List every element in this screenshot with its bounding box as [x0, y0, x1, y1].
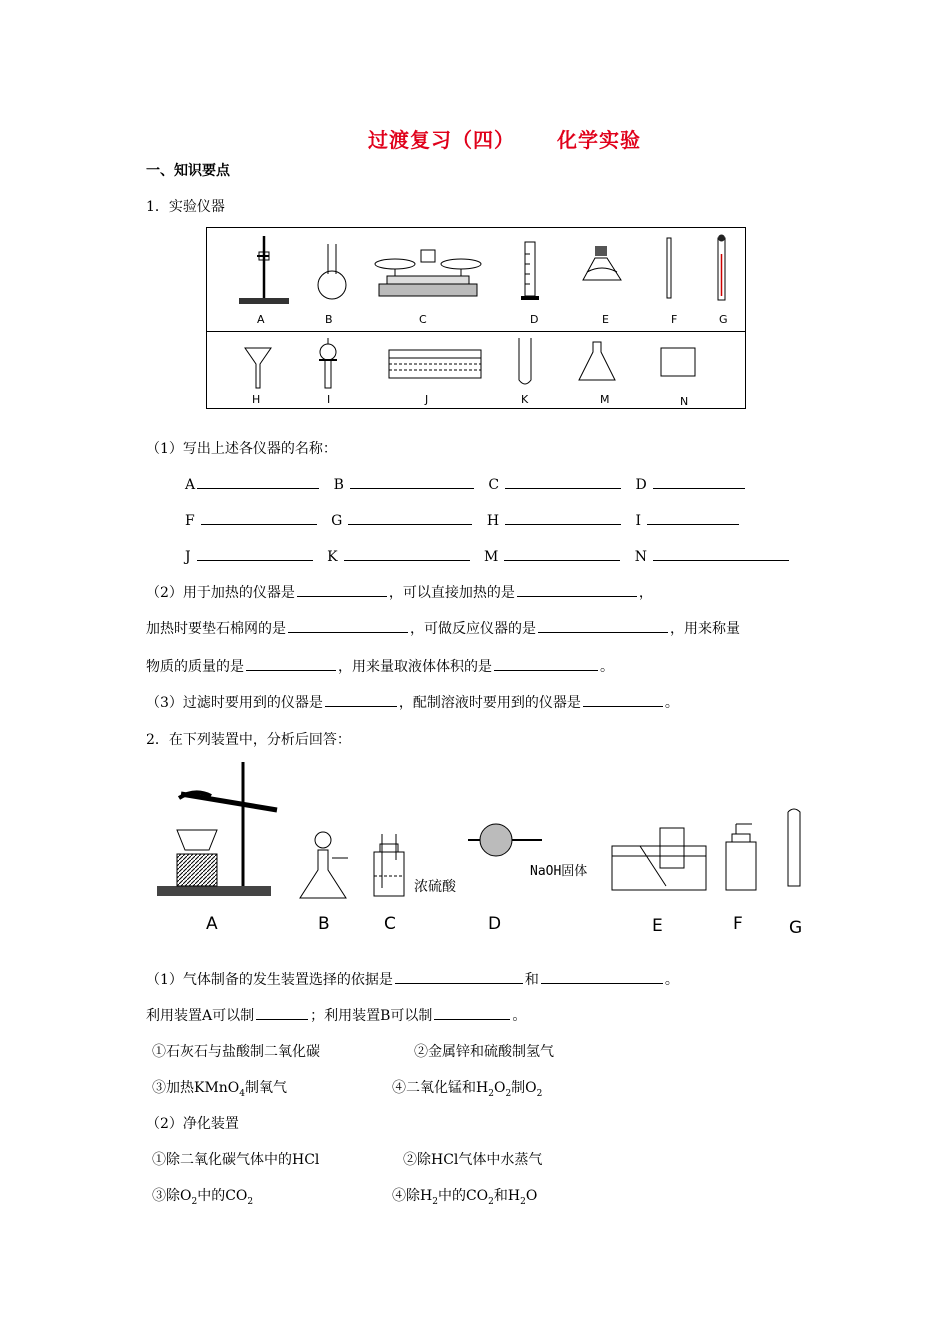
- letter-N: N: [680, 395, 689, 408]
- balance-drawing: [373, 246, 483, 302]
- p2q1-blank-3[interactable]: [256, 1005, 308, 1020]
- p2q2-opt4-c: 中的CO: [437, 1188, 489, 1204]
- p2q1-blank-4[interactable]: [434, 1005, 510, 1020]
- measuring-cylinder-drawing: [519, 240, 543, 302]
- apparatus-F-drawing: [722, 822, 762, 894]
- letter-J: J: [425, 393, 429, 406]
- q2-text-1: （2）用于加热的仪器是: [146, 585, 295, 601]
- q3-line: [146, 692, 679, 712]
- q1-row3: [185, 546, 791, 565]
- p2q2-opt4-d: 2: [488, 1196, 494, 1207]
- p2q1-blank-1[interactable]: [395, 969, 523, 984]
- q2-text-4: 加热时要垫石棉网的是: [146, 621, 286, 637]
- apparatus-A-drawing: [155, 760, 285, 902]
- section-heading: 一、知识要点: [146, 163, 230, 179]
- blank-label-F: F: [185, 513, 195, 529]
- p2q2-opt4-g: O: [525, 1188, 538, 1204]
- blank-label-I: I: [635, 513, 642, 529]
- q2-text-9: 。: [600, 659, 614, 675]
- apparatus-G-drawing: [784, 808, 806, 890]
- water-trough-drawing: [387, 348, 483, 380]
- blank-F[interactable]: [201, 510, 317, 525]
- apparatus-B-drawing: [296, 830, 352, 902]
- apparatus-E-drawing: [610, 826, 710, 892]
- letter-B: B: [325, 313, 333, 326]
- blank-C[interactable]: [505, 474, 621, 489]
- letter-A: A: [257, 313, 265, 326]
- blank-label-K: K: [327, 549, 338, 565]
- q3-text-2: ，配制溶液时要用到的仪器是: [398, 695, 581, 711]
- q3-text-3: 。: [664, 695, 679, 711]
- p2q1-text-2: 和: [524, 972, 539, 988]
- p2q1-text-5: ；利用装置B可以制: [310, 1008, 433, 1024]
- p2q1-opt4: [392, 1077, 542, 1099]
- q2-blank-3[interactable]: [288, 618, 408, 633]
- p2q2-opt3-a: ③除O: [152, 1188, 192, 1204]
- apparatus-label-E: E: [652, 916, 663, 936]
- q2-text-2: ，可以直接加热的是: [388, 585, 515, 601]
- q2-text-6: ，用来称量: [670, 621, 740, 637]
- frame-divider: [207, 331, 745, 332]
- blank-label-H: H: [486, 513, 500, 529]
- blank-H[interactable]: [505, 510, 621, 525]
- round-flask-drawing: [313, 244, 353, 300]
- p2q1-opt2: ②金属锌和硫酸制氢气: [414, 1044, 554, 1060]
- apparatus-label-F: F: [733, 914, 743, 934]
- p2q2-opt4-b: 2: [432, 1196, 438, 1207]
- letter-E: E: [602, 313, 609, 326]
- p2q2-opt3-d: 2: [247, 1196, 254, 1207]
- thermometer-drawing: [715, 234, 729, 302]
- q1-row1: [185, 474, 747, 493]
- d-label-text: NaOH固体: [530, 864, 588, 879]
- p2q1-opt4-f: 2: [536, 1088, 543, 1099]
- letter-F: F: [671, 313, 678, 326]
- blank-I[interactable]: [647, 510, 739, 525]
- p2q1-opt4-d: 2: [505, 1088, 512, 1099]
- p2q1-opt1: ①石灰石与盐酸制二氧化碳: [152, 1044, 320, 1060]
- p2q2-opt4-a: ④除H: [392, 1188, 433, 1204]
- p2q1-line2: [146, 1005, 526, 1025]
- q3-blank-1[interactable]: [325, 692, 397, 707]
- p2q1-line1: [146, 969, 679, 989]
- letter-D: D: [530, 313, 539, 326]
- p2q2-opt3-c: 中的CO: [197, 1188, 248, 1204]
- p2q2-opt4-f: 2: [520, 1196, 526, 1207]
- apparatus-label-G: G: [789, 918, 803, 938]
- q2-blank-6[interactable]: [494, 656, 598, 671]
- blank-label-G: G: [331, 513, 343, 529]
- q2-blank-1[interactable]: [297, 582, 387, 597]
- blank-K[interactable]: [344, 546, 470, 561]
- p2q1-text-4: 利用装置A可以制: [146, 1008, 255, 1024]
- p2q1-blank-2[interactable]: [541, 969, 663, 984]
- letter-K: K: [521, 393, 529, 406]
- blank-label-D: D: [635, 477, 647, 493]
- p2q1-opt4-e: 制O: [511, 1080, 537, 1096]
- instrument-frame: [206, 227, 746, 409]
- p2q2-opt3-b: 2: [191, 1196, 198, 1207]
- apparatus-D-drawing: [466, 822, 546, 862]
- q2-text-5: ，可做反应仪器的是: [410, 621, 536, 637]
- p2q2-opt2: ②除HCl气体中水蒸气: [403, 1152, 543, 1168]
- blank-G[interactable]: [348, 510, 472, 525]
- beaker-drawing: [659, 346, 697, 378]
- apparatus-label-B: B: [318, 914, 330, 934]
- letter-H: H: [252, 393, 261, 406]
- separatory-funnel-drawing: [315, 338, 341, 392]
- title-part2: 化学实验: [557, 128, 641, 152]
- blank-label-N: N: [634, 549, 648, 565]
- blank-J[interactable]: [197, 546, 313, 561]
- q2-blank-4[interactable]: [538, 618, 668, 633]
- letter-G: G: [719, 313, 728, 326]
- p2q2-opt3: [152, 1185, 253, 1207]
- p2q1-opt4-c: O: [493, 1080, 506, 1096]
- q2-text-3: ，: [638, 585, 653, 601]
- q3-blank-2[interactable]: [583, 692, 663, 707]
- q1-row2: [185, 510, 741, 529]
- apparatus-label-D: D: [488, 914, 502, 934]
- q1-stem: （1）写出上述各仪器的名称：: [146, 441, 337, 457]
- blank-D[interactable]: [653, 474, 745, 489]
- p2q1-opt3-b: 4: [239, 1088, 246, 1099]
- apparatus-label-A: A: [206, 914, 218, 934]
- c-label-text: 浓硫酸: [414, 879, 456, 895]
- page-title: [368, 124, 641, 153]
- blank-B[interactable]: [350, 474, 474, 489]
- p2q1-text-1: （1）气体制备的发生装置选择的依据是: [146, 972, 393, 988]
- blank-M[interactable]: [504, 546, 620, 561]
- blank-A[interactable]: [197, 474, 319, 489]
- apparatus-C-drawing: [368, 832, 412, 898]
- q2-blank-5[interactable]: [246, 656, 336, 671]
- iron-stand-drawing: [237, 234, 297, 308]
- letter-C: C: [419, 313, 427, 326]
- p2q2-opt1: ①除二氧化碳气体中的HCl: [152, 1152, 320, 1168]
- p2q2-opt4-e: 和H: [493, 1188, 521, 1204]
- q2-line3: [146, 656, 614, 676]
- p2q1-text-3: 。: [664, 972, 679, 988]
- p2q1-opt4-a: ④二氧化锰和H: [392, 1080, 489, 1096]
- p2q2-opt4: [392, 1185, 537, 1207]
- alcohol-lamp-drawing: [577, 244, 627, 296]
- title-part1: 过渡复习（四）: [368, 128, 515, 152]
- p2q1-text-6: 。: [512, 1008, 527, 1024]
- p2q1-opt3-c: 制氧气: [245, 1080, 288, 1096]
- q3-text-1: （3）过滤时要用到的仪器是: [146, 695, 323, 711]
- q2-line1: [146, 582, 653, 602]
- q2-text-7: 物质的质量的是: [146, 659, 244, 675]
- funnel-drawing: [243, 346, 273, 390]
- blank-label-J: J: [185, 549, 191, 565]
- apparatus-label-C: C: [384, 914, 396, 934]
- item2-heading: 2．在下列装置中，分析后回答：: [146, 732, 351, 748]
- letter-M: M: [600, 393, 610, 406]
- q2-line2: [146, 618, 740, 638]
- p2q1-opt3: [152, 1077, 287, 1099]
- conical-flask-drawing: [577, 340, 617, 384]
- glass-rod-drawing: [665, 238, 675, 302]
- blank-N[interactable]: [653, 546, 789, 561]
- p2q2-stem: （2）净化装置: [146, 1116, 239, 1132]
- q2-blank-2[interactable]: [517, 582, 637, 597]
- test-tube-drawing: [517, 336, 533, 388]
- p2q1-opt4-b: 2: [488, 1088, 494, 1099]
- p2q1-opt3-a: ③加热KMnO: [152, 1080, 240, 1096]
- item1-heading: 1．实验仪器: [146, 199, 225, 215]
- blank-label-B: B: [333, 477, 344, 493]
- q2-text-8: ，用来量取液体体积的是: [338, 659, 492, 675]
- letter-I: I: [327, 393, 331, 406]
- blank-label-A: A: [185, 477, 196, 493]
- blank-label-M: M: [484, 549, 499, 565]
- blank-label-C: C: [488, 477, 500, 493]
